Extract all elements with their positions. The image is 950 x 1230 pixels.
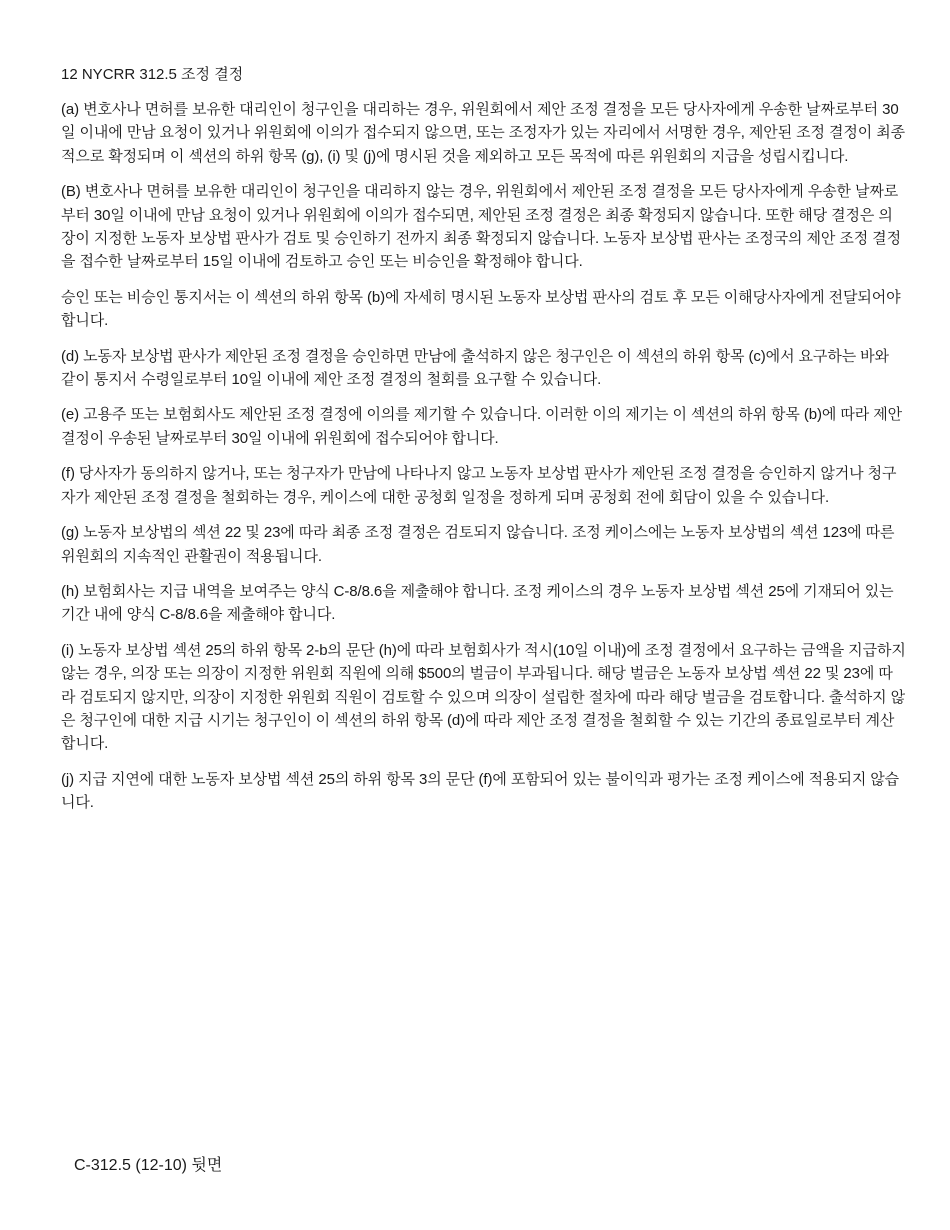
- paragraph-i: (i) 노동자 보상법 섹션 25의 하위 항목 2-b의 문단 (h)에 따라 보험회사가 적시(10일 이내)에 조정 결정에서 요구하는 금액을 지급하지 않는 경우, 의장 또는 의장이 지정한 위원회 직원에 의해 $500의 벌금이 부과됩니다. 해당 벌금은 노동자 보상법 섹션 22 및 23에 따라 검토되지 않지만, 의장이 지정한 위원회 직원이 검토할 수 있으며 의장이 설립한 절차에 따라 해당 벌금을 검토합니다. 출석하지 않은 청구인에 대한 지급 시기는 청구인이 이 섹션의 하위 항목 (d)에 따라 제안 조정 결정을 철회할 수 있는 기간의 종료일로부터 계산합니다.: [61, 641, 906, 753]
- paragraph-g: (g) 노동자 보상법의 섹션 22 및 23에 따라 최종 조정 결정은 검토되지 않습니다. 조정 케이스에는 노동자 보상법의 섹션 123에 따른 위원회의 지속적인 관활권이 적용됩니다.: [61, 524, 895, 565]
- form-number-footer: C-312.5 (12-10) 뒷면: [74, 1157, 223, 1174]
- paragraph-a: (a) 변호사나 면허를 보유한 대리인이 청구인을 대리하는 경우, 위원회에서 제안 조정 결정을 모든 당사자에게 우송한 날짜로부터 30일 이내에 만남 요청이 있거나 위원회에 이의가 접수되지 않으면, 또는 조정자가 있는 자리에서 서명한 경우, 제안된 조정 결정이 최종적으로 확정되며 이 섹션의 하위 항목 (g), (i) 및 (j)에 명시된 것을 제외하고 모든 목적에 따른 위원회의 지급을 성립시킵니다.: [61, 101, 906, 165]
- paragraph-e: (e) 고용주 또는 보험회사도 제안된 조정 결정에 이의를 제기할 수 있습니다. 이러한 이의 제기는 이 섹션의 하위 항목 (b)에 따라 제안 결정이 우송된 날짜로부터 30일 이내에 위원회에 접수되어야 합니다.: [61, 406, 902, 447]
- paragraph-c: 승인 또는 비승인 통지서는 이 섹션의 하위 항목 (b)에 자세히 명시된 노동자 보상법 판사의 검토 후 모든 이해당사자에게 전달되어야 합니다.: [61, 288, 901, 330]
- paragraph-j: (j) 지급 지연에 대한 노동자 보상법 섹션 25의 하위 항목 3의 문단 (f)에 포함되어 있는 불이익과 평가는 조정 케이스에 적용되지 않습니다.: [61, 770, 900, 812]
- paragraph-h: (h) 보험회사는 지급 내역을 보여주는 양식 C-8/8.6을 제출해야 합니다. 조정 케이스의 경우 노동자 보상법 섹션 25에 기재되어 있는 기간 내에 양식 C-8/8.6을 제출해야 합니다.: [61, 582, 894, 624]
- document-body: [61, 64, 906, 827]
- paragraph-f: (f) 당사자가 동의하지 않거나, 또는 청구자가 만남에 나타나지 않고 노동자 보상법 판사가 제안된 조정 결정을 승인하지 않거나 청구자가 제안된 조정 결정을 철회하는 경우, 케이스에 대한 공청회 일정을 정하게 되며 공청회 전에 회담이 있을 수 있습니다.: [61, 465, 897, 506]
- paragraph-d: (d) 노동자 보상법 판사가 제안된 조정 결정을 승인하면 만남에 출석하지 않은 청구인은 이 섹션의 하위 항목 (c)에서 요구하는 바와 같이 통지서 수령일로부터 10일 이내에 제안 조정 결정의 철회를 요구할 수 있습니다.: [61, 347, 889, 389]
- document-title: 12 NYCRR 312.5 조정 결정: [61, 66, 244, 83]
- paragraph-b: (B) 변호사나 면허를 보유한 대리인이 청구인을 대리하지 않는 경우, 위원회에서 제안된 조정 결정을 모든 당사자에게 우송한 날짜로부터 30일 이내에 만남 요청이 있거나 위원회에 이의가 접수되면, 제안된 조정 결정은 최종 확정되지 않습니다. 또한 해당 결정은 의장이 지정한 노동자 보상법 판사가 검토 및 승인하기 전까지 최종 확정되지 않습니다. 노동자 보상법 판사는 조정국의 제안 조정 결정을 접수한 날짜로부터 15일 이내에 검토하고 승인 또는 비승인을 확정해야 합니다.: [61, 183, 901, 271]
